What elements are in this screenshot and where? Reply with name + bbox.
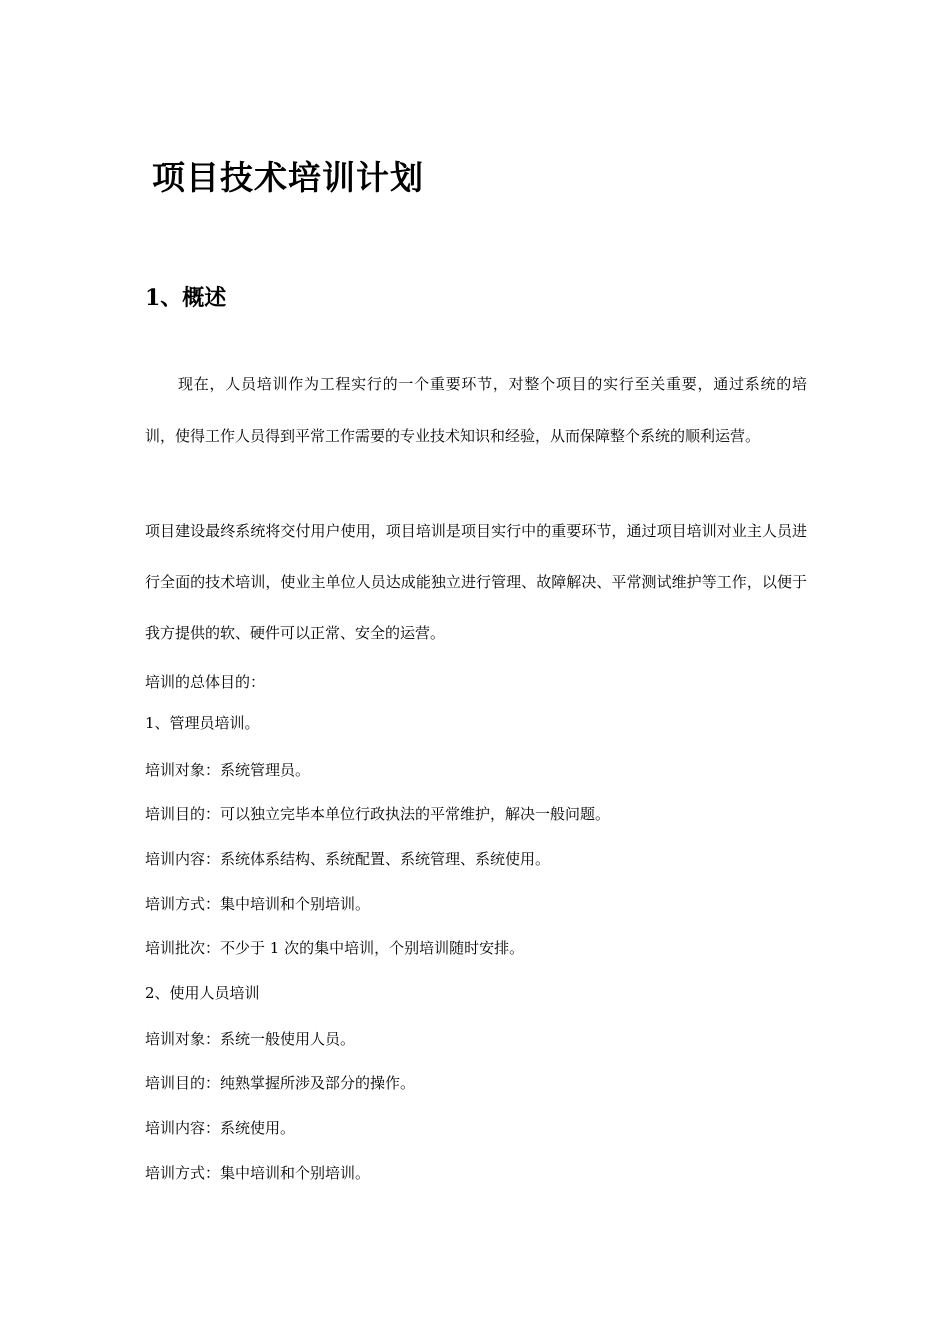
admin-training-method: 培训方式：集中培训和个别培训。: [145, 895, 371, 913]
overview-paragraph-1: 现在，人员培训作为工程实行的一个重要环节，对整个项目的实行至关重要，通过系统的培训，使得工作人员得到平常工作需要的专业技术知识和经验，从而保障整个系统的顺利运营。: [145, 375, 807, 445]
admin-training-content: 培训内容：系统体系结构、系统配置、系统管理、系统使用。: [145, 850, 551, 868]
section-heading-overview: 1、概述: [145, 285, 227, 311]
user-training-purpose: 培训目的：纯熟掌握所涉及部分的操作。: [145, 1074, 416, 1092]
document-title: 项目技术培训计划: [152, 158, 424, 197]
admin-training-target: 培训对象：系统管理员。: [145, 761, 311, 779]
user-training-method: 培训方式：集中培训和个别培训。: [145, 1164, 371, 1182]
user-training-content: 培训内容：系统使用。: [145, 1119, 296, 1137]
overview-paragraph-2: 项目建设最终系统将交付用户使用，项目培训是项目实行中的重要环节，通过项目培训对业主人员进行全面的技术培训，使业主单位人员达成能独立进行管理、故障解决、平常测试维护等工作，以便于我方提供的软、硬件可以正常、安全的运营。: [145, 522, 807, 642]
admin-training-heading: 1、管理员培训。: [145, 714, 260, 732]
admin-training-purpose: 培训目的：可以独立完毕本单位行政执法的平常维护，解决一般问题。: [145, 805, 611, 823]
user-training-heading: 2、使用人员培训: [145, 984, 260, 1002]
admin-training-batches: 培训批次：不少于 1 次的集中培训，个别培训随时安排。: [145, 939, 525, 957]
training-goal-intro: 培训的总体目的：: [145, 673, 266, 691]
user-training-target: 培训对象：系统一般使用人员。: [145, 1030, 356, 1048]
